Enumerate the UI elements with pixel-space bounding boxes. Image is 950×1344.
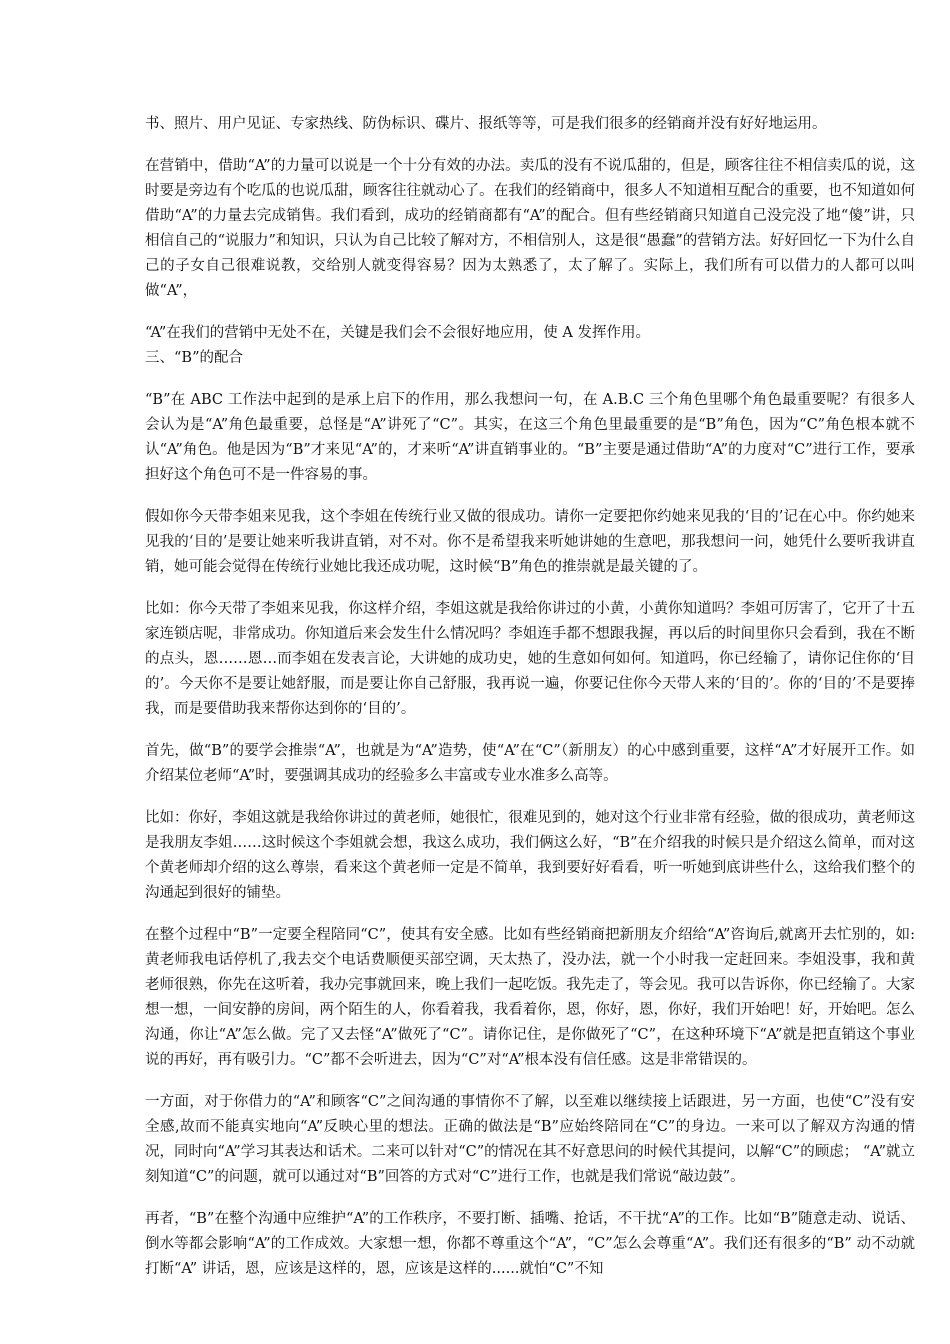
paragraph: 在营销中，借助“A”的力量可以说是一个十分有效的办法。卖瓜的没有不说瓜甜的，但是，顾客往往不相信卖瓜的说，这时要是旁边有个吃瓜的也说瓜甜，顾客往往就动心了。在我们的经销商中，很多人不知道相互配合的重要，也不知道如何借助“A”的力量去完成销售。我们看到，成功的经销商都有“A”的配合。但有些经销商只知道自己没完没了地“傻”讲，只相信自己的“说服力”和知识，只认为自己比较了解对方，不相信别人，这是很“愚蠢”的营销方法。好好回忆一下为什么自己的子女自己很难说教，交给别人就变得容易？因为太熟悉了，太了解了。实际上，我们所有可以借力的人都可以叫做“A”，	[145, 158, 915, 299]
document-page	[145, 112, 915, 1299]
paragraph: “B”在 ABC 工作法中起到的是承上启下的作用，那么我想问一句，在 A.B.C 三个角色里哪个角色最重要呢？有很多人会认为是“A”角色最重要，总怪是“A”讲死了“C”。其实，在这三个角色里最重要的是“B”角色，因为“C”角色根本就不认“A”角色。他是因为“B”才来见“A”的，才来听“A”讲直销事业的。“B”主要是通过借助“A”的力度对“C”进行工作，要承担好这个角色可不是一件容易的事。	[145, 392, 915, 483]
paragraph: “A”在我们的营销中无处不在，关键是我们会不会很好地应用，使 A 发挥作用。	[145, 325, 650, 341]
paragraph: 书、照片、用户见证、专家热线、防伪标识、碟片、报纸等等，可是我们很多的经销商并没有好好地运用。	[145, 116, 827, 132]
paragraph: 首先，做“B”的要学会推崇“A”，也就是为“A”造势，使“A”在“C”（新朋友）的心中感到重要，这样“A”才好展开工作。如介绍某位老师“A”时，要强调其成功的经验多么丰富或专业水准多么高等。	[145, 743, 915, 784]
section-heading: 三、“B”的配合	[145, 350, 243, 366]
paragraph: 在整个过程中“B”一定要全程陪同“C”，使其有安全感。比如有些经销商把新朋友介绍给“A”咨询后,就离开去忙别的，如:黄老师我电话停机了,我去交个电话费顺便买部空调，天太热了，没办法，就一个小时我一定赶回来。李姐没事，我和黄老师很熟，你先在这听着，我办完事就回来，晚上我们一起吃饭。我先走了，等会见。我可以告诉你，你已经输了。大家想一想，一间安静的房间，两个陌生的人，你看着我，我看着你，恩，你好，恩，你好，我们开始吧！好，开始吧。怎么沟通，你让“A”怎么做。完了又去怪“A”做死了“C”。请你记住，是你做死了“C”，在这种环境下“A”就是把直销这个事业说的再好，再有吸引力。“C”都不会听进去，因为“C”对“A”根本没有信任感。这是非常错误的。	[145, 927, 915, 1068]
paragraph: 假如你今天带李姐来见我，这个李姐在传统行业又做的很成功。请你一定要把你约她来见我的‘目的’记在心中。你约她来见我的‘目的’是要让她来听我讲直销，对不对。你不是希望我来听她讲她的生意吧，那我想问一问，她凭什么要听我讲直销，她可能会觉得在传统行业她比我还成功呢，这时候“B”角色的推崇就是最关键的了。	[145, 509, 915, 575]
paragraph: 再者，“B”在整个沟通中应维护“A”的工作秩序，不要打断、插嘴、抢话，不干扰“A”的工作。比如“B”随意走动、说话、倒水等都会影响“A”的工作成效。大家想一想，你都不尊重这个“A”，“C”怎么会尊重“A”。我们还有很多的“B” 动不动就打断“A” 讲话，恩，应该是这样的，恩，应该是这样的......就怕“C”不知	[145, 1211, 915, 1277]
paragraph: 比如：你好，李姐这就是我给你讲过的黄老师，她很忙，很难见到的，她对这个行业非常有经验，做的很成功，黄老师这是我朋友李姐……这时候这个李姐就会想，我这么成功，我们俩这么好，“B”在介绍我的时候只是介绍这么简单，而对这个黄老师却介绍的这么尊崇，看来这个黄老师一定是不简单，我到要好好看看，听一听她到底讲些什么，这给我们整个的沟通起到很好的铺垫。	[145, 810, 915, 901]
paragraph: 一方面，对于你借力的“A”和顾客“C”之间沟通的事情你不了解，以至难以继续接上话跟进，另一方面，也使“C”没有安全感,故而不能真实地向“A”反映心里的想法。正确的做法是“B”应始终陪同在“C”的身边。一来可以了解双方沟通的情况，同时向“A”学习其表达和话术。二来可以针对“C”的情况在其不好意思问的时候代其提问，以解“C”的顾虑； “A”就立刻知道“C”的问题，就可以通过对“B”回答的方式对“C”进行工作，也就是我们常说“敲边鼓”。	[145, 1094, 915, 1185]
paragraph: 比如：你今天带了李姐来见我，你这样介绍，李姐这就是我给你讲过的小黄，小黄你知道吗？李姐可厉害了，它开了十五家连锁店呢，非常成功。你知道后来会发生什么情况吗？李姐连手都不想跟我握，再以后的时间里你只会看到，我在不断的点头，恩……恩…而李姐在发表言论，大讲她的成功史，她的生意如何如何。知道吗，你已经输了，请你记住你的‘目的’。今天你不是要让她舒服，而是要让你自己舒服，我再说一遍，你要记住你今天带人来的‘目的’。你的‘目的’不是要捧我，而是要借助我来帮你达到你的‘目的’。	[145, 601, 915, 717]
